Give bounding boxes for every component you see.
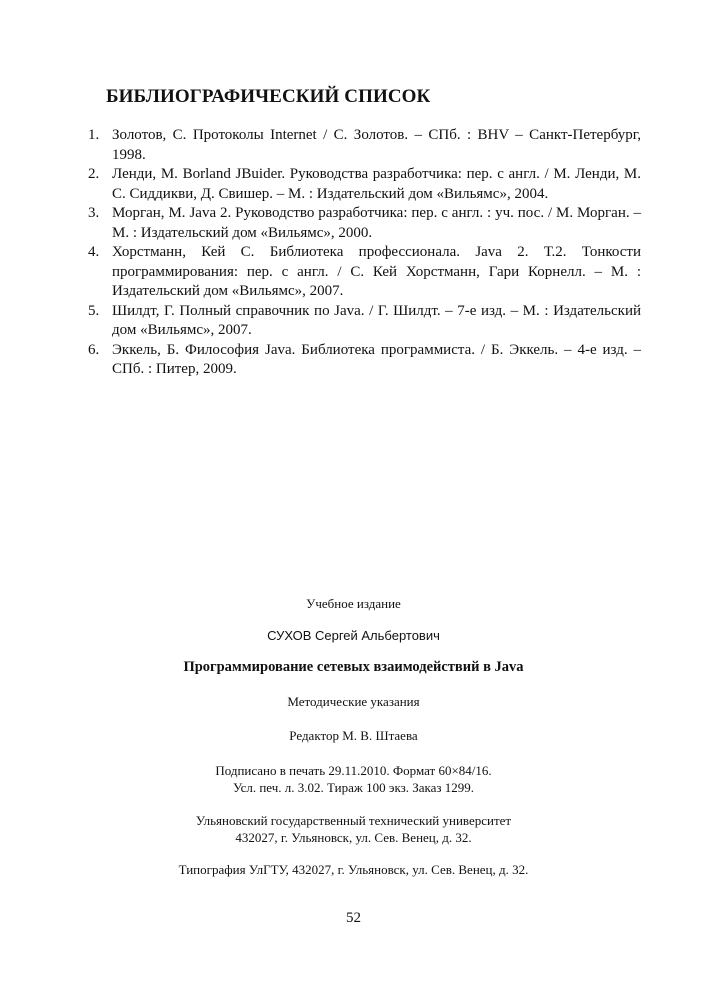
imprint-university-line: Ульяновский государственный технический университет [195, 813, 512, 828]
imprint-book-title: Программирование сетевых взаимодействий в Java [183, 659, 524, 675]
page-number: 52 [346, 910, 361, 926]
bibliography-item-text: Золотов, С. Протоколы Internet / С. Золотов. – СПб. : BHV – Санкт-Петербург, 1998. [112, 127, 641, 163]
bibliography-item-text: Эккель, Б. Философия Java. Библиотека программиста. / Б. Эккель. – 4-е изд. – СПб. : Питер, 2009. [112, 341, 641, 377]
imprint-print-line: Подписано в печать 29.11.2010. Формат 60×84/16. [215, 763, 492, 778]
bibliography-item-number: 3. [88, 205, 100, 221]
imprint-print-line: Усл. печ. л. 3.02. Тираж 100 экз. Заказ 1299. [232, 780, 475, 795]
bibliography-item-number: 1. [88, 127, 100, 143]
imprint-university [0, 812, 707, 846]
bibliography-item-1 [88, 126, 641, 165]
bibliography-item-text: Хорстманн, Кей С. Библиотека профессионала. Java 2. Т.2. Тонкости программирования: пер. с англ. / С. Кей Хорстманн, Гари Корнелл. – М. : Издательский дом «Вильямс», 2007. [112, 244, 641, 299]
bibliography-item-3 [88, 204, 641, 243]
imprint-typography: Типография УлГТУ, 432027, г. Ульяновск, ул. Сев. Венец, д. 32. [178, 862, 529, 877]
imprint-print-info [0, 762, 707, 796]
bibliography-item-text: Морган, М. Java 2. Руководство разработчика: пер. с англ. : уч. пос. / М. Морган. – М. : Издательский дом «Вильямс», 2000. [112, 205, 641, 241]
bibliography-item-number: 6. [88, 341, 100, 358]
bibliography-item-number: 4. [88, 244, 100, 260]
imprint-editor: Редактор М. В. Штаева [289, 728, 418, 743]
imprint-university-line: 432027, г. Ульяновск, ул. Сев. Венец, д. 32. [235, 830, 472, 845]
bibliography-item-5 [88, 302, 641, 341]
bibliography-item-6 [88, 341, 641, 380]
imprint-kind: Методические указания [287, 694, 420, 709]
bibliography-list [88, 126, 641, 380]
bibliography-item-2 [88, 165, 641, 204]
bibliography-item-number: 5. [88, 302, 100, 319]
bibliography-item-number: 2. [88, 166, 100, 182]
bibliography-item-4 [88, 243, 641, 302]
bibliography-title: БИБЛИОГРАФИЧЕСКИЙ СПИСОК [106, 86, 431, 107]
bibliography-item-text: Шилдт, Г. Полный справочник по Java. / Г. Шилдт. – 7-е изд. – М. : Издательский дом «Вильямс», 2007. [112, 302, 641, 338]
imprint-edition-type: Учебное издание [306, 596, 401, 611]
bibliography-item-text: Ленди, М. Borland JBuider. Руководства разработчика: пер. с англ. / М. Ленди, М. С. Сиддикви, Д. Свишер. – М. : Издательский дом «Вильямс», 2004. [112, 166, 641, 202]
imprint-author: СУХОВ Сергей Альбертович [267, 628, 440, 643]
